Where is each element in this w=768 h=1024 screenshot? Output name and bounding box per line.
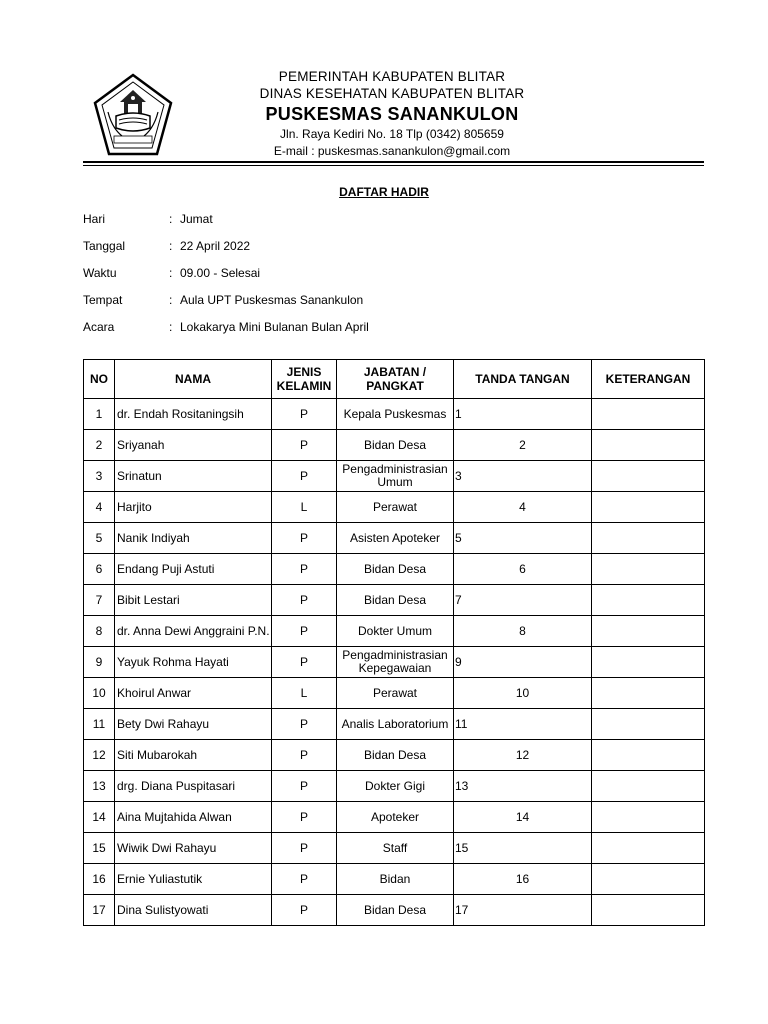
row-jabatan: Bidan Desa [337, 430, 454, 461]
info-value: Jumat [180, 212, 213, 226]
row-signature-slot: 2 [454, 430, 592, 461]
table-row [84, 802, 705, 833]
address-line: Jln. Raya Kediri No. 18 Tlp (0342) 805659 [280, 127, 504, 141]
info-value: 22 April 2022 [180, 239, 251, 253]
row-signature-slot: 17 [454, 895, 592, 926]
info-label: Tempat [83, 293, 123, 307]
row-number: 9 [84, 647, 115, 678]
row-signature-slot: 5 [454, 523, 592, 554]
info-row-waktu: Waktu : 09.00 - Selesai [83, 262, 369, 289]
row-number: 3 [84, 461, 115, 492]
letterhead [180, 68, 604, 160]
table-row [84, 399, 705, 430]
row-nama: Bety Dwi Rahayu [115, 709, 272, 740]
row-jenis-kelamin: P [272, 802, 337, 833]
row-keterangan [592, 492, 705, 523]
row-nama: Bibit Lestari [115, 585, 272, 616]
row-jenis-kelamin: P [272, 833, 337, 864]
table-row [84, 864, 705, 895]
row-nama: dr. Endah Rositaningsih [115, 399, 272, 430]
row-number: 11 [84, 709, 115, 740]
row-keterangan [592, 802, 705, 833]
info-row-tanggal: Tanggal : 22 April 2022 [83, 235, 369, 262]
info-label: Waktu [83, 266, 117, 280]
row-nama: Ernie Yuliastutik [115, 864, 272, 895]
header-divider-thin [83, 165, 704, 166]
row-nama: Nanik Indiyah [115, 523, 272, 554]
row-number: 17 [84, 895, 115, 926]
row-signature-slot: 16 [454, 864, 592, 895]
row-number: 15 [84, 833, 115, 864]
table-row [84, 647, 705, 678]
row-jenis-kelamin: P [272, 864, 337, 895]
row-signature-slot: 14 [454, 802, 592, 833]
header-jabatan: JABATAN / PANGKAT [337, 360, 454, 399]
government-line: PEMERINTAH KABUPATEN BLITAR [278, 69, 506, 84]
row-keterangan [592, 895, 705, 926]
table-row [84, 554, 705, 585]
row-nama: Endang Puji Astuti [115, 554, 272, 585]
row-signature-slot: 6 [454, 554, 592, 585]
table-row [84, 523, 705, 554]
agency-line: DINAS KESEHATAN KABUPATEN BLITAR [259, 86, 525, 101]
row-signature-slot: 1 [454, 399, 592, 430]
row-nama: Aina Mujtahida Alwan [115, 802, 272, 833]
row-jabatan: Bidan Desa [337, 740, 454, 771]
row-nama: Harjito [115, 492, 272, 523]
header-keterangan: KETERANGAN [592, 360, 705, 399]
table-row [84, 709, 705, 740]
row-keterangan [592, 647, 705, 678]
row-signature-slot: 9 [454, 647, 592, 678]
row-jabatan: Pengadministrasian Umum [337, 461, 454, 492]
row-keterangan [592, 771, 705, 802]
row-jenis-kelamin: P [272, 895, 337, 926]
header-no: NO [84, 360, 115, 399]
row-nama: Siti Mubarokah [115, 740, 272, 771]
row-number: 13 [84, 771, 115, 802]
row-number: 5 [84, 523, 115, 554]
row-jenis-kelamin: P [272, 430, 337, 461]
table-row [84, 833, 705, 864]
row-keterangan [592, 399, 705, 430]
info-row-tempat: Tempat : Aula UPT Puskesmas Sanankulon [83, 289, 369, 316]
row-jenis-kelamin: P [272, 399, 337, 430]
row-jenis-kelamin: P [272, 647, 337, 678]
info-value: Lokakarya Mini Bulanan Bulan April [180, 320, 369, 334]
row-keterangan [592, 833, 705, 864]
row-signature-slot: 8 [454, 616, 592, 647]
row-jabatan: Bidan Desa [337, 585, 454, 616]
row-jabatan: Dokter Gigi [337, 771, 454, 802]
row-number: 8 [84, 616, 115, 647]
row-jenis-kelamin: P [272, 709, 337, 740]
table-header-row [84, 360, 705, 399]
row-jabatan: Bidan Desa [337, 895, 454, 926]
row-jabatan: Analis Laboratorium [337, 709, 454, 740]
row-signature-slot: 10 [454, 678, 592, 709]
row-number: 1 [84, 399, 115, 430]
row-number: 7 [84, 585, 115, 616]
row-jenis-kelamin: P [272, 523, 337, 554]
row-number: 6 [84, 554, 115, 585]
row-signature-slot: 15 [454, 833, 592, 864]
info-label: Tanggal [83, 239, 126, 253]
row-signature-slot: 3 [454, 461, 592, 492]
row-keterangan [592, 678, 705, 709]
table-row [84, 461, 705, 492]
table-row [84, 616, 705, 647]
table-row [84, 895, 705, 926]
row-jenis-kelamin: L [272, 678, 337, 709]
row-keterangan [592, 740, 705, 771]
info-row-hari: Hari : Jumat [83, 208, 369, 235]
row-keterangan [592, 864, 705, 895]
row-jabatan: Pengadministrasian Kepegawaian [337, 647, 454, 678]
row-nama: Wiwik Dwi Rahayu [115, 833, 272, 864]
row-signature-slot: 11 [454, 709, 592, 740]
row-number: 16 [84, 864, 115, 895]
event-info [83, 208, 369, 343]
row-jenis-kelamin: P [272, 554, 337, 585]
info-label: Hari [83, 212, 106, 226]
row-jenis-kelamin: P [272, 585, 337, 616]
table-row [84, 585, 705, 616]
row-jenis-kelamin: P [272, 461, 337, 492]
row-keterangan [592, 523, 705, 554]
attendance-table [83, 359, 705, 926]
document-title: DAFTAR HADIR [339, 185, 429, 199]
email-line: E-mail : puskesmas.sanankulon@gmail.com [273, 144, 511, 158]
row-jenis-kelamin: P [272, 771, 337, 802]
row-jabatan: Asisten Apoteker [337, 523, 454, 554]
row-number: 12 [84, 740, 115, 771]
table-row [84, 771, 705, 802]
row-nama: Dina Sulistyowati [115, 895, 272, 926]
table-row [84, 492, 705, 523]
row-number: 2 [84, 430, 115, 461]
row-jabatan: Kepala Puskesmas [337, 399, 454, 430]
row-jenis-kelamin: P [272, 740, 337, 771]
row-jabatan: Bidan Desa [337, 554, 454, 585]
kabupaten-blitar-emblem [92, 72, 174, 158]
info-value: 09.00 - Selesai [180, 266, 261, 280]
row-jabatan: Apoteker [337, 802, 454, 833]
row-jenis-kelamin: L [272, 492, 337, 523]
row-keterangan [592, 461, 705, 492]
row-nama: Khoirul Anwar [115, 678, 272, 709]
row-number: 10 [84, 678, 115, 709]
row-nama: Srinatun [115, 461, 272, 492]
row-keterangan [592, 616, 705, 647]
header-jenis-kelamin: JENIS KELAMIN [272, 360, 337, 399]
row-signature-slot: 4 [454, 492, 592, 523]
header-nama: NAMA [115, 360, 272, 399]
header-divider [83, 161, 704, 163]
info-label: Acara [83, 320, 115, 334]
row-keterangan [592, 554, 705, 585]
row-signature-slot: 7 [454, 585, 592, 616]
row-number: 4 [84, 492, 115, 523]
institution-name: PUSKESMAS SANANKULON [265, 104, 519, 124]
row-jabatan: Bidan [337, 864, 454, 895]
row-nama: Yayuk Rohma Hayati [115, 647, 272, 678]
table-row [84, 678, 705, 709]
row-keterangan [592, 585, 705, 616]
row-signature-slot: 13 [454, 771, 592, 802]
row-nama: drg. Diana Puspitasari [115, 771, 272, 802]
row-jabatan: Dokter Umum [337, 616, 454, 647]
row-nama: Sriyanah [115, 430, 272, 461]
row-jabatan: Perawat [337, 492, 454, 523]
row-jenis-kelamin: P [272, 616, 337, 647]
table-row [84, 740, 705, 771]
row-keterangan [592, 430, 705, 461]
row-keterangan [592, 709, 705, 740]
row-signature-slot: 12 [454, 740, 592, 771]
row-number: 14 [84, 802, 115, 833]
info-value: Aula UPT Puskesmas Sanankulon [180, 293, 364, 307]
table-row [84, 430, 705, 461]
row-jabatan: Staff [337, 833, 454, 864]
row-nama: dr. Anna Dewi Anggraini P.N. [115, 616, 272, 647]
info-row-acara: Acara : Lokakarya Mini Bulanan Bulan April [83, 316, 369, 343]
header-tanda-tangan: TANDA TANGAN [454, 360, 592, 399]
row-jabatan: Perawat [337, 678, 454, 709]
